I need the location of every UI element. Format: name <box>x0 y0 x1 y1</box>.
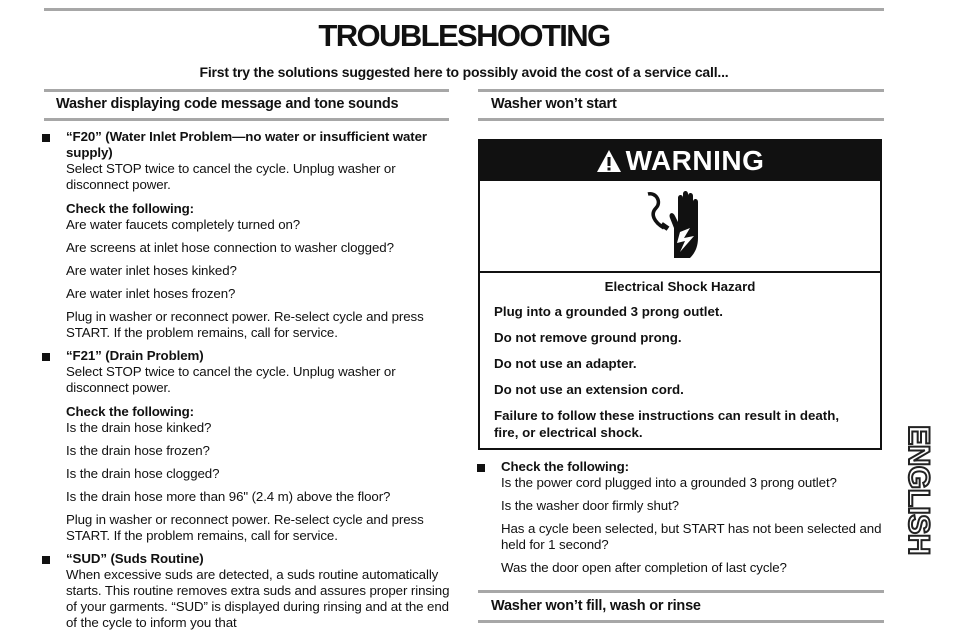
warning-box <box>478 139 882 450</box>
f21-check: Is the drain hose kinked? <box>66 420 212 435</box>
warning-line: Plug into a grounded 3 prong outlet. <box>494 304 723 319</box>
f20-check: Are screens at inlet hose connection to washer clogged? <box>66 240 394 255</box>
bullet-icon <box>42 134 50 142</box>
warning-body <box>480 273 880 441</box>
warning-line: Failure to follow these instructions can result in death, fire, or electrical shock. <box>494 408 840 440</box>
hazard-title: Electrical Shock Hazard <box>604 279 756 294</box>
f20-final: Plug in washer or reconnect power. Re-select cycle and press START. If the problem remains, call for service. <box>66 309 424 340</box>
warning-label: WARNING <box>625 145 765 176</box>
bullet-icon <box>42 353 50 361</box>
start-check: Is the washer door firmly shut? <box>501 498 679 513</box>
f21-final: Plug in washer or reconnect power. Re-select cycle and press START. If the problem remains, call for service. <box>66 512 424 543</box>
start-check: Was the door open after completion of last cycle? <box>501 560 787 575</box>
language-label: ENGLISH <box>902 425 935 555</box>
f20-check: Are water faucets completely turned on? <box>66 217 301 232</box>
bullet-icon <box>477 464 485 472</box>
f21-check: Is the drain hose more than 96" (2.4 m) above the floor? <box>66 489 391 504</box>
sud-title: “SUD” (Suds Routine) <box>66 551 204 566</box>
f20-item <box>42 129 450 341</box>
warning-line: Do not remove ground prong. <box>494 330 682 345</box>
f21-check: Is the drain hose frozen? <box>66 443 210 458</box>
shock-illustration <box>480 181 880 273</box>
f20-check: Are water inlet hoses kinked? <box>66 263 237 278</box>
right-heading2-rule-top <box>478 590 884 593</box>
right-heading-rule-top <box>478 89 884 92</box>
f20-check-label: Check the following: <box>66 201 195 216</box>
warning-triangle-icon <box>596 149 622 173</box>
left-section-heading: Washer displaying code message and tone sounds <box>56 96 399 112</box>
language-side-tab <box>898 400 938 580</box>
f20-check: Are water inlet hoses frozen? <box>66 286 236 301</box>
left-heading-rule-top <box>44 89 449 92</box>
warning-line: Do not use an adapter. <box>494 356 637 371</box>
start-check-item <box>477 459 883 576</box>
right-section-heading: Washer won’t start <box>491 96 617 112</box>
left-column <box>42 129 450 631</box>
warning-line: Do not use an extension cord. <box>494 382 684 397</box>
sud-item <box>42 551 450 631</box>
start-check: Has a cycle been selected, but START has not been selected and held for 1 second? <box>501 521 882 552</box>
top-rule <box>44 8 884 11</box>
f20-text: Select STOP twice to cancel the cycle. Unplug washer or disconnect power. <box>66 161 396 192</box>
right-column <box>477 459 883 576</box>
f20-title: “F20” (Water Inlet Problem—no water or insufficient water supply) <box>66 129 428 160</box>
f21-item <box>42 348 450 544</box>
right-heading-rule-bottom <box>478 118 884 121</box>
bullet-icon <box>42 556 50 564</box>
page-subtitle: First try the solutions suggested here to possibly avoid the cost of a service call... <box>199 64 729 80</box>
page-title: TROUBLESHOOTING <box>318 18 610 53</box>
warning-header <box>480 141 880 181</box>
f21-title: “F21” (Drain Problem) <box>66 348 204 363</box>
f21-check-label: Check the following: <box>66 404 195 419</box>
right-heading2-rule-bottom <box>478 620 884 623</box>
start-check: Is the power cord plugged into a grounded 3 prong outlet? <box>501 475 837 490</box>
electrical-shock-hand-icon <box>642 188 718 264</box>
f21-check: Is the drain hose clogged? <box>66 466 220 481</box>
right-section-heading-2: Washer won’t fill, wash or rinse <box>491 598 701 614</box>
left-heading-rule-bottom <box>44 118 449 121</box>
sud-text: When excessive suds are detected, a suds routine automatically starts. This routine removes extra suds and assures proper rinsing of your garments. “SUD” is displayed during rinsing and at the end of the cycle to inform you that <box>66 567 450 630</box>
start-check-label: Check the following: <box>501 459 630 474</box>
f21-text: Select STOP twice to cancel the cycle. Unplug washer or disconnect power. <box>66 364 396 395</box>
